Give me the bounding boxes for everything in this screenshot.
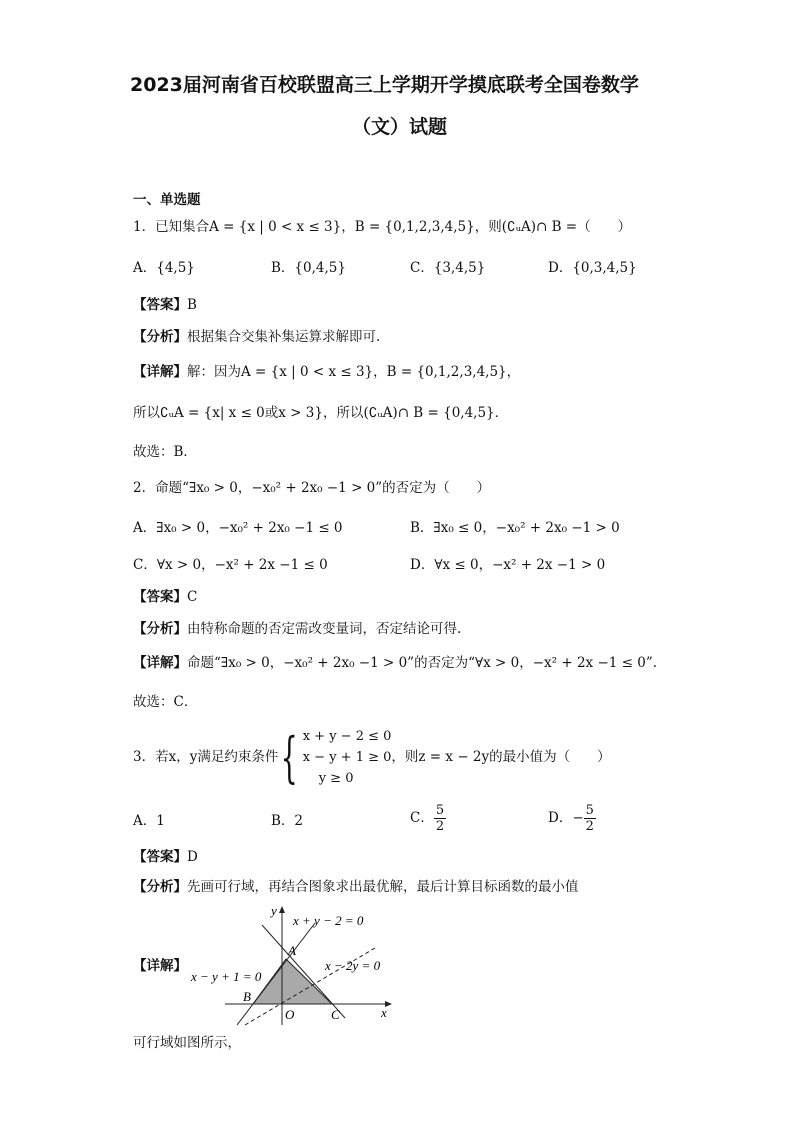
q1-answer	[133, 296, 197, 314]
q1-option-c: C．{3,4,5}	[410, 260, 486, 276]
q1-option-a: A．{4,5}	[133, 260, 195, 276]
fraction-numerator: 5	[435, 803, 445, 818]
x-axis-label: x	[381, 1005, 387, 1020]
q3-analysis	[133, 878, 579, 896]
constraint-3: y ≥ 0	[318, 771, 354, 786]
point-b-label: B	[243, 989, 251, 1004]
q3-option-d-label: D．−	[548, 810, 584, 826]
q1-analysis	[133, 328, 380, 346]
q2-detail-text: 命题“∃x₀ > 0，−x₀² + 2x₀ −1 > 0”的否定为“∀x > 0，−x² + 2x −1 ≤ 0”.	[187, 655, 658, 671]
q1-conclusion: 故选：B．	[133, 444, 197, 460]
document-title-line2: （文）试题	[352, 116, 448, 138]
point-o-label: O	[285, 1007, 295, 1022]
q1-answer-value: B	[187, 297, 197, 313]
q2-answer-value: C	[187, 589, 198, 605]
fraction-denominator: 2	[585, 819, 594, 834]
q3-answer	[133, 848, 198, 866]
q2-detail	[133, 654, 657, 672]
q3-option-d	[548, 803, 596, 834]
y-axis-arrow	[279, 906, 285, 913]
q2-stem: 2．命题“∃x₀ > 0，−x₀² + 2x₀ −1 > 0”的否定为（ ）	[133, 480, 491, 496]
analysis-tag: 【分析】	[133, 621, 187, 637]
point-a-label: A	[288, 943, 296, 958]
document-title-line1: 2023届河南省百校联盟高三上学期开学摸底联考全国卷数学	[130, 74, 639, 96]
q2-analysis	[133, 620, 461, 638]
q3-option-a: A．1	[133, 813, 165, 829]
feasible-region	[253, 959, 332, 1004]
q1-option-d: D．{0,3,4,5}	[548, 260, 637, 276]
line1-label: x + y − 2 = 0	[293, 913, 364, 928]
answer-tag: 【答案】	[133, 297, 187, 313]
q3-option-c	[410, 803, 446, 834]
answer-tag: 【答案】	[133, 849, 187, 865]
analysis-tag: 【分析】	[133, 329, 187, 345]
line3-label: x − 2y = 0	[325, 958, 381, 973]
line2-label: x − y + 1 = 0	[191, 969, 262, 984]
q2-option-d: D．∀x ≤ 0，−x² + 2x −1 > 0	[410, 557, 606, 573]
q1-option-b: B．{0,4,5}	[271, 260, 346, 276]
fraction-denominator: 2	[435, 819, 445, 834]
brace-glyph: {	[280, 725, 299, 789]
feasible-region-graph	[185, 903, 415, 1028]
q3-detail-tag: 【详解】	[133, 958, 187, 974]
q1-detail-text: 解：因为A = {x | 0 < x ≤ 3}，B = {0,1,2,3,4,5}，	[187, 364, 521, 380]
q2-option-a: A．∃x₀ > 0，−x₀² + 2x₀ −1 ≤ 0	[133, 520, 343, 536]
q2-option-b: B．∃x₀ ≤ 0，−x₀² + 2x₀ −1 > 0	[410, 520, 620, 536]
q1-detail	[133, 363, 520, 381]
q2-conclusion: 故选：C．	[133, 694, 198, 710]
q3-stem-before: 3．若x，y满足约束条件	[133, 749, 279, 765]
q3-after-graph: 可行域如图所示，	[133, 1035, 241, 1051]
fraction	[584, 803, 596, 834]
section-heading: 一、单选题	[133, 192, 201, 208]
q2-analysis-text: 由特称命题的否定需改变量词，否定结论可得.	[187, 621, 462, 637]
q2-option-c: C．∀x > 0，−x² + 2x −1 ≤ 0	[133, 557, 328, 573]
detail-tag: 【详解】	[133, 655, 187, 671]
q3-option-b: B．2	[271, 813, 304, 829]
constraint-1: x + y − 2 ≤ 0	[302, 729, 392, 744]
q3-stem	[133, 726, 611, 789]
analysis-tag: 【分析】	[133, 879, 187, 895]
fraction	[434, 803, 446, 834]
q1-stem: 1．已知集合A = {x | 0 < x ≤ 3}，B = {0,1,2,3,4,5}，则(∁ᵤA)∩ B =（ ）	[133, 219, 632, 235]
q3-answer-value: D	[187, 849, 198, 865]
q3-stem-after: ，则z = x − 2y的最小值为（ ）	[391, 749, 611, 765]
q2-answer	[133, 588, 197, 606]
answer-tag: 【答案】	[133, 589, 187, 605]
q1-detail-line2: 所以∁ᵤA = {x| x ≤ 0或x > 3}，所以(∁ᵤA)∩ B = {0,4,5}．	[133, 405, 509, 421]
point-c-label: C	[331, 1007, 340, 1022]
fraction-numerator: 5	[585, 803, 594, 818]
constraint-system	[278, 726, 391, 789]
detail-tag: 【详解】	[133, 364, 187, 380]
q3-option-c-label: C．	[410, 810, 434, 826]
q1-analysis-text: 根据集合交集补集运算求解即可.	[187, 329, 381, 345]
y-axis-label: y	[271, 903, 277, 918]
q3-analysis-text: 先画可行域，再结合图象求出最优解，最后计算目标函数的最小值	[187, 879, 579, 895]
constraint-2: x − y + 1 ≥ 0	[302, 750, 392, 765]
